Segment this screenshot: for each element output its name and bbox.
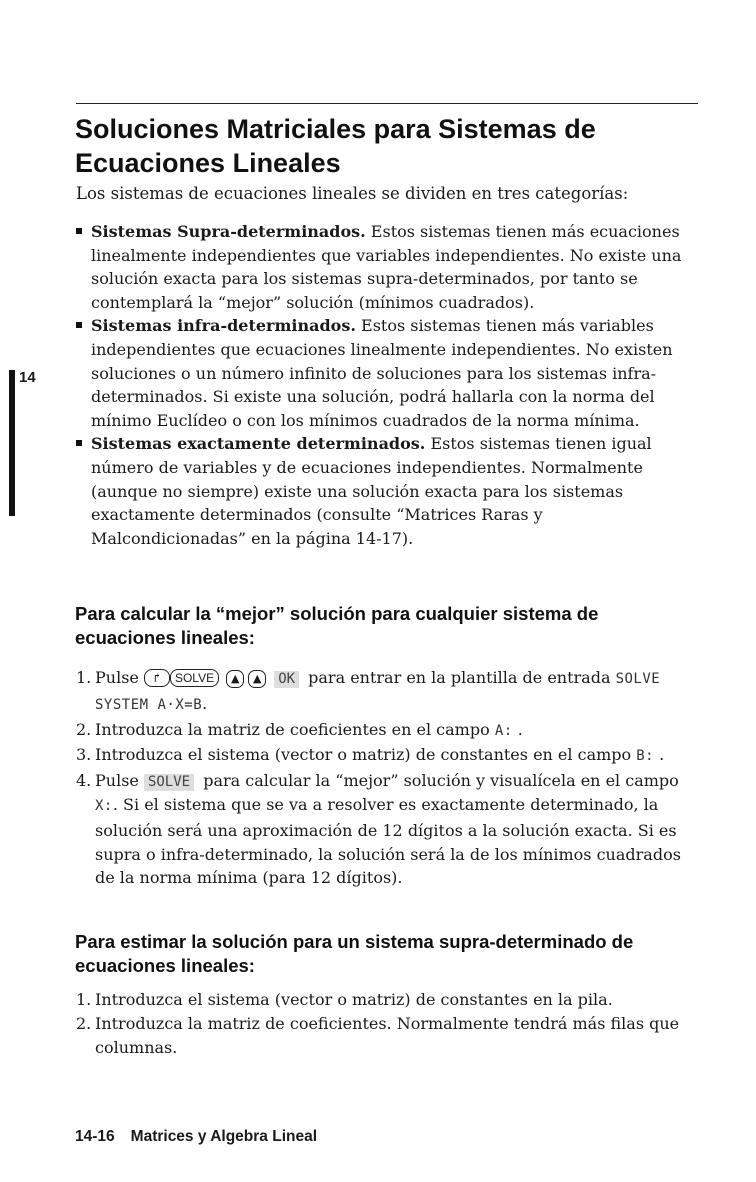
intro-paragraph: Los sistemas de ecuaciones lineales se dividen en tres categorías: — [76, 184, 629, 203]
step-text: Introduzca la matriz de coeficientes en el campo — [95, 719, 495, 739]
category-term: Sistemas infra-determinados. — [91, 316, 356, 336]
step-item — [76, 718, 696, 744]
bullet-icon — [76, 440, 82, 446]
ok-menu-key: OK — [274, 671, 299, 688]
section-heading-overdetermined: Para estimar la solución para un sistema supra-determinado de ecuaciones lineales: — [75, 931, 634, 976]
up-arrow-key-icon: ▲ — [248, 670, 266, 688]
step-number: 3. — [76, 745, 92, 765]
step-text: Introduzca el sistema (vector o matriz) de constantes en la pila. — [95, 990, 613, 1009]
step-number: 4. — [76, 771, 92, 791]
step-text: Introduzca el sistema (vector o matriz) de constantes en el campo — [95, 745, 637, 765]
page-number: 14-16 — [75, 1128, 115, 1145]
step-number: 2. — [76, 719, 92, 739]
step-item — [76, 1012, 696, 1060]
up-arrow-key-icon: ▲ — [226, 670, 244, 688]
step-item — [76, 769, 696, 890]
category-text: Estos sistemas tienen más ecuaciones linealmente independientes que variables independientes. No existe una solución exacta para los sistemas supra-determinados, por tanto se contemplará la “mejor” solución (mínimos cuadrados). — [91, 222, 682, 312]
step-item — [76, 666, 696, 718]
field-label: B: — [636, 748, 655, 765]
category-list — [76, 220, 696, 550]
step-number: 1. — [76, 668, 92, 687]
step-number: 2. — [76, 1013, 92, 1033]
chapter-tab-number: 14 — [19, 369, 36, 386]
category-term: Sistemas Supra-determinados. — [91, 222, 366, 241]
overdetermined-steps — [76, 988, 696, 1059]
category-item — [76, 220, 696, 314]
bullet-icon — [76, 322, 82, 328]
category-item — [76, 432, 696, 550]
category-text: Estos sistemas tienen más variables independientes que ecuaciones linealmente independientes. No existen soluciones o un número infinito de soluciones para los sistemas infra-determinados. Si existe una solución, podrá hallarla con la norma del mínimo Euclídeo o con los mínimos cuadrados de la norma mínima. — [91, 316, 673, 430]
category-text: Estos sistemas tienen igual número de variables y de ecuaciones independientes. Normalmente (aunque no siempre) existe una solución exacta para los sistemas exactamente determinados (consulte “Matrices Raras y Malcondicionadas” en la página 14-17). — [91, 434, 652, 548]
step-text: Pulse — [95, 668, 144, 687]
bullet-icon — [76, 228, 82, 234]
page-title: Soluciones Matriciales para Sistemas de Ecuaciones Lineales — [75, 114, 596, 178]
page-footer — [75, 1128, 317, 1146]
category-term: Sistemas exactamente determinados. — [91, 434, 426, 454]
step-text: . — [512, 719, 523, 739]
best-solution-steps — [76, 666, 696, 890]
step-text: . — [202, 693, 208, 713]
right-shift-key-icon: ↱ — [144, 669, 170, 687]
field-label: X: — [95, 797, 113, 814]
top-rule — [76, 103, 698, 104]
chapter-name: Matrices y Algebra Lineal — [130, 1128, 318, 1145]
step-item — [76, 988, 696, 1012]
chapter-tab-bar — [9, 370, 15, 516]
solve-key: SOLVE — [170, 669, 219, 687]
step-text: Introduzca la matriz de coeficientes. Normalmente tendrá más filas que columnas. — [95, 1013, 680, 1057]
category-item — [76, 314, 696, 432]
solve-menu-key: SOLVE — [144, 774, 194, 791]
step-text: para entrar en la plantilla de entrada — [303, 668, 616, 687]
step-text: Pulse — [95, 771, 144, 791]
screen-text: SOLVE SYSTEM A·X=B — [95, 671, 661, 713]
step-item — [76, 743, 696, 769]
section-heading-best-solution: Para calcular la “mejor” solución para cualquier sistema de ecuaciones lineales: — [75, 603, 599, 648]
step-number: 1. — [76, 990, 92, 1009]
step-text: . — [654, 745, 665, 765]
step-text: para calcular la “mejor” solución y visualícela en el campo — [198, 771, 679, 791]
field-label: A: — [494, 722, 513, 739]
step-text: . Si el sistema que se va a resolver es exactamente determinado, la solución será una aproximación de 12 dígitos a la solución exacta. Si es supra o infra-determinado, la solución será la de los mínimos cuadrados de la norma mínima (para 12 dígitos). — [95, 794, 681, 888]
